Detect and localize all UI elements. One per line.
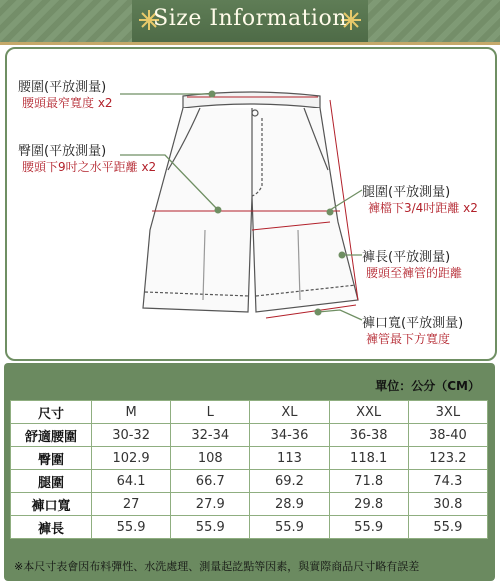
waist-label: 腰圍(平放測量) (18, 80, 107, 95)
table-cell: 118.1 (329, 447, 408, 470)
table-cell: 71.8 (329, 470, 408, 493)
table-cell: 27.9 (171, 493, 250, 516)
header-cell: XL (250, 401, 329, 424)
page-title: Size Information (153, 6, 347, 31)
thigh-label: 腿圍(平放測量) (362, 185, 451, 200)
header-cell: M (92, 401, 171, 424)
hem-desc: 褲管最下方寬度 (366, 332, 451, 346)
table-cell: 36-38 (329, 424, 408, 447)
table-cell: 38-40 (408, 424, 487, 447)
hip-desc: 腰頭下9吋之水平距離 x2 (22, 160, 157, 174)
table-cell: 113 (250, 447, 329, 470)
table-cell: 102.9 (92, 447, 171, 470)
hem-label: 褲口寬(平放測量) (362, 316, 464, 331)
header-cell: 尺寸 (11, 401, 92, 424)
unit-label: 單位：公分（CM） (375, 379, 480, 393)
waist-desc: 腰頭最窄寬度 x2 (22, 96, 113, 110)
table-cell: 55.9 (329, 516, 408, 539)
table-cell: 28.9 (250, 493, 329, 516)
table-cell: 64.1 (92, 470, 171, 493)
row-header: 舒適腰圍 (11, 424, 92, 447)
table-cell: 55.9 (171, 516, 250, 539)
row-header: 臀圍 (11, 447, 92, 470)
table-row (11, 424, 488, 447)
table-cell: 55.9 (92, 516, 171, 539)
row-header: 褲口寬 (11, 493, 92, 516)
table-cell: 108 (171, 447, 250, 470)
table-cell: 29.8 (329, 493, 408, 516)
table-cell: 32-34 (171, 424, 250, 447)
table-cell: 55.9 (408, 516, 487, 539)
table-cell: 69.2 (250, 470, 329, 493)
header-cell: 3XL (408, 401, 487, 424)
hip-label: 臀圍(平放測量) (18, 144, 107, 159)
thigh-desc: 褲檔下3/4吋距離 x2 (368, 201, 478, 215)
header-cell: L (171, 401, 250, 424)
table-cell: 27 (92, 493, 171, 516)
length-desc: 腰頭至褲管的距離 (366, 266, 463, 280)
table-row (11, 493, 488, 516)
row-header: 腿圍 (11, 470, 92, 493)
table-row (11, 447, 488, 470)
size-table (10, 400, 488, 539)
table-cell: 30-32 (92, 424, 171, 447)
table-cell: 123.2 (408, 447, 487, 470)
table-cell: 55.9 (250, 516, 329, 539)
table-row (11, 516, 488, 539)
table-cell: 34-36 (250, 424, 329, 447)
table-cell: 30.8 (408, 493, 487, 516)
table-header-row (11, 401, 488, 424)
table-row (11, 470, 488, 493)
header-cell: XXL (329, 401, 408, 424)
table-cell: 66.7 (171, 470, 250, 493)
length-label: 褲長(平放測量) (362, 250, 451, 265)
table-cell: 74.3 (408, 470, 487, 493)
disclaimer-note: ※本尺寸表會因布料彈性、水洗處理、測量起訖點等因素，與實際商品尺寸略有誤差 (14, 560, 420, 573)
row-header: 褲長 (11, 516, 92, 539)
